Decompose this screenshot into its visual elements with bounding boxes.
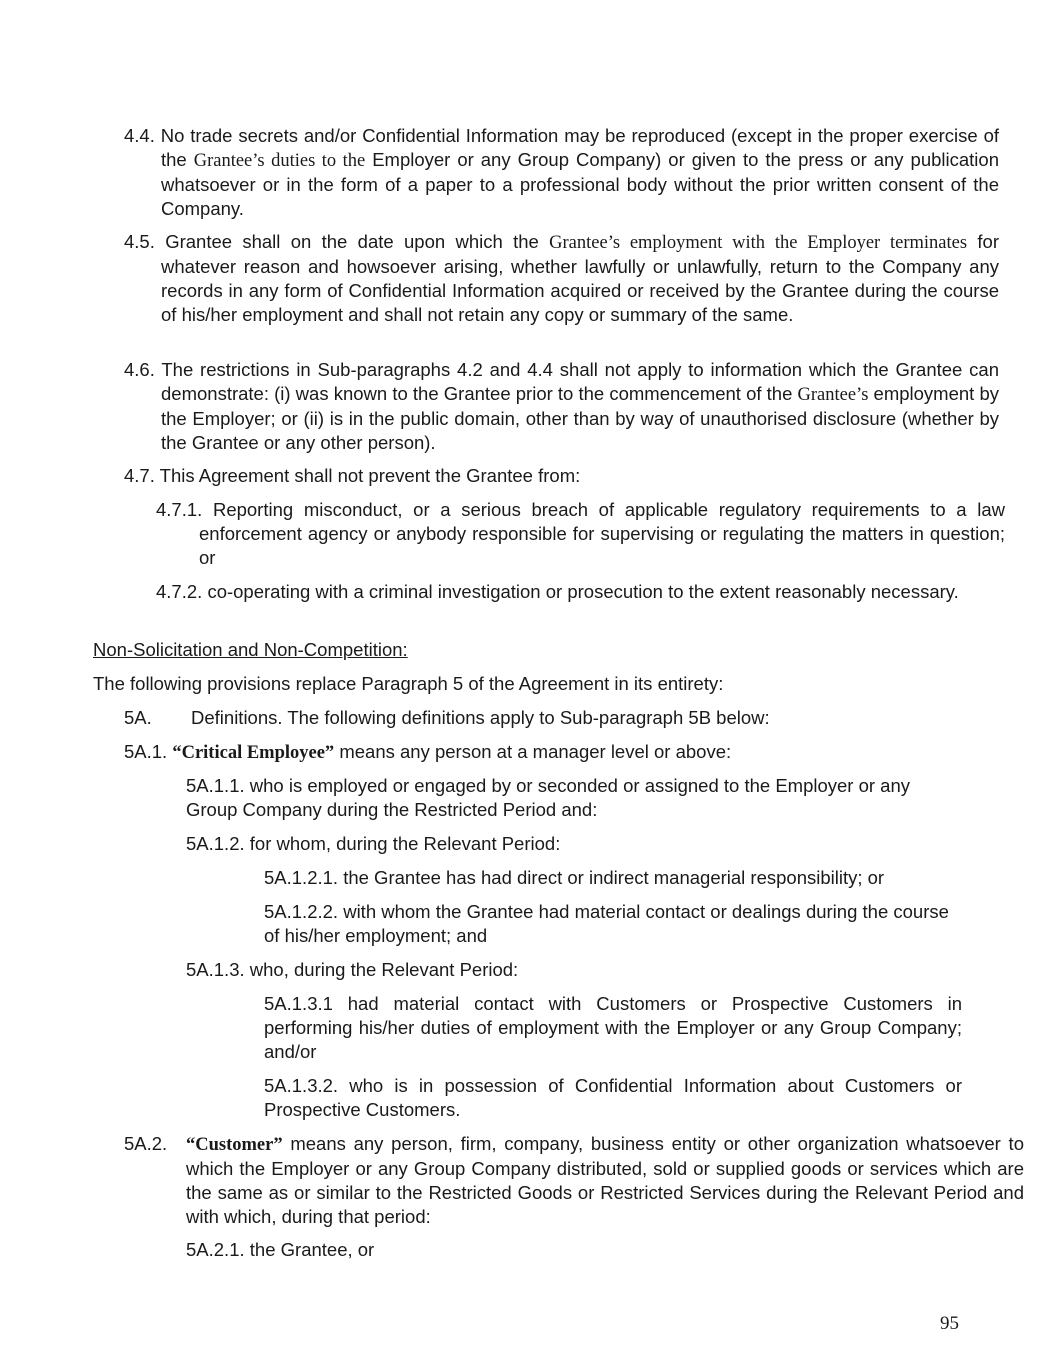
paragraph-number: 4.7.1.: [156, 499, 203, 520]
paragraph-text: with whom the Grantee had material contact or dealings during the course of his/her employment; and: [264, 901, 949, 946]
paragraph-5a-1-3-2: [264, 1074, 962, 1122]
paragraph-5a-1: [124, 740, 962, 765]
paragraph-text: The restrictions in Sub-paragraphs 4.2 and 4.4 shall not apply to information which the Grantee can demonstrate: (i) was known to the Grantee prior to the commencement of the: [161, 359, 999, 404]
paragraph-5a-1-2-1: [264, 866, 962, 890]
paragraph-text: who is in possession of Confidential Information about Customers or Prospective Customers.: [264, 1075, 962, 1120]
paragraph-number: 5A.1.1.: [186, 775, 245, 796]
paragraph-number: 5A.1.3.2.: [264, 1075, 339, 1096]
paragraph-4-7-2: [156, 580, 1005, 604]
paragraph-number: 5A.1.3.: [186, 959, 245, 980]
intro-paragraph: The following provisions replace Paragraph 5 of the Agreement in its entirety:: [93, 673, 724, 694]
defined-term: “Customer”: [186, 1135, 283, 1155]
paragraph-number: 4.4.: [124, 125, 155, 146]
paragraph-text: the Grantee, or: [249, 1239, 375, 1260]
paragraph-text-serif: Grantee’s duties to the: [193, 151, 366, 171]
paragraph-text: means any person at a manager level or above:: [334, 741, 732, 762]
paragraph-text: Employer or any Group Company) or given to the press or any publication whatsoever or in the form of a paper to a professional body without the prior written consent of the Company.: [161, 149, 999, 219]
paragraph-number: 5A.1.2.: [186, 833, 245, 854]
paragraph-number: 5A.1.2.2.: [264, 901, 339, 922]
paragraph-number: 5A.1.: [124, 741, 168, 762]
paragraph-text: Definitions. The following definitions apply to Sub-paragraph 5B below:: [191, 707, 770, 728]
paragraph-5a-2-1: [186, 1238, 962, 1262]
paragraph-text: who, during the Relevant Period:: [249, 959, 519, 980]
paragraph-number: 5A.1.2.1.: [264, 867, 339, 888]
paragraph-number: 5A.: [124, 707, 152, 728]
paragraph-number: 4.7.: [124, 465, 155, 486]
paragraph-text: Grantee shall on the date upon which the: [165, 231, 550, 252]
paragraph-5a: [124, 706, 962, 730]
paragraph-number: 4.6.: [124, 359, 155, 380]
paragraph-5a-2: [124, 1132, 1024, 1229]
paragraph-5a-1-2: [186, 832, 962, 856]
paragraph-text: This Agreement shall not prevent the Grantee from:: [159, 465, 581, 486]
paragraph-4-6: [124, 358, 999, 455]
paragraph-5a-1-1: [186, 774, 962, 822]
defined-term: “Critical Employee”: [172, 743, 335, 763]
paragraph-text: the Grantee has had direct or indirect managerial responsibility; or: [343, 867, 885, 888]
paragraph-text-serif: Grantee’s: [797, 385, 869, 405]
paragraph-text: co-operating with a criminal investigation or prosecution to the extent reasonably necessary.: [207, 581, 959, 602]
paragraph-text: employment by the Employer; or (ii) is in the public domain, other than by way of unauthorised disclosure (whether by the Grantee or any other person).: [161, 383, 999, 453]
paragraph-4-5: [124, 230, 999, 327]
paragraph-5a-1-3: [186, 958, 962, 982]
paragraph-4-4: [124, 124, 999, 221]
paragraph-number: 4.7.2.: [156, 581, 203, 602]
paragraph-text: Reporting misconduct, or a serious breach of applicable regulatory requirements to a law enforcement agency or anybody responsible for supervising or regulating the matters in question; or: [199, 499, 1006, 568]
section-heading: Non-Solicitation and Non-Competition:: [93, 639, 408, 660]
paragraph-text: for whatever reason and howsoever arising, whether lawfully or unlawfully, return to the Company any records in any form of Confidential Information acquired or received by the Grantee during the course of his/her employment and shall not retain any copy or summary of the same.: [161, 231, 999, 325]
paragraph-4-7: [124, 464, 999, 488]
paragraph-4-7-1: [156, 498, 1005, 570]
paragraph-number: 5A.2.: [124, 1133, 168, 1154]
paragraph-text-serif: Grantee’s employment with the Employer terminates: [549, 233, 968, 253]
paragraph-text: means any person, firm, company, business entity or other organization whatsoever to which the Employer or any Group Company distributed, sold or supplied goods or services which are the same as or similar to the Restricted Goods or Restricted Services during the Relevant Period and with which, during that period:: [186, 1133, 1024, 1227]
paragraph-text: who is employed or engaged by or seconded or assigned to the Employer or any Group Company during the Restricted Period and:: [186, 775, 911, 820]
page-number: 95: [940, 1313, 959, 1334]
paragraph-5a-1-2-2: [264, 900, 962, 948]
paragraph-text: had material contact with Customers or Prospective Customers in performing his/her duties of employment with the Employer or any Group Company; and/or: [264, 993, 963, 1062]
paragraph-number: 4.5.: [124, 231, 155, 252]
paragraph-number: 5A.1.3.1: [264, 993, 333, 1014]
paragraph-5a-1-3-1: [264, 992, 962, 1064]
paragraph-number: 5A.2.1.: [186, 1239, 245, 1260]
paragraph-text: for whom, during the Relevant Period:: [249, 833, 561, 854]
paragraph-text: No trade secrets and/or Confidential Information may be reproduced (except in the proper exercise of the: [160, 125, 999, 170]
